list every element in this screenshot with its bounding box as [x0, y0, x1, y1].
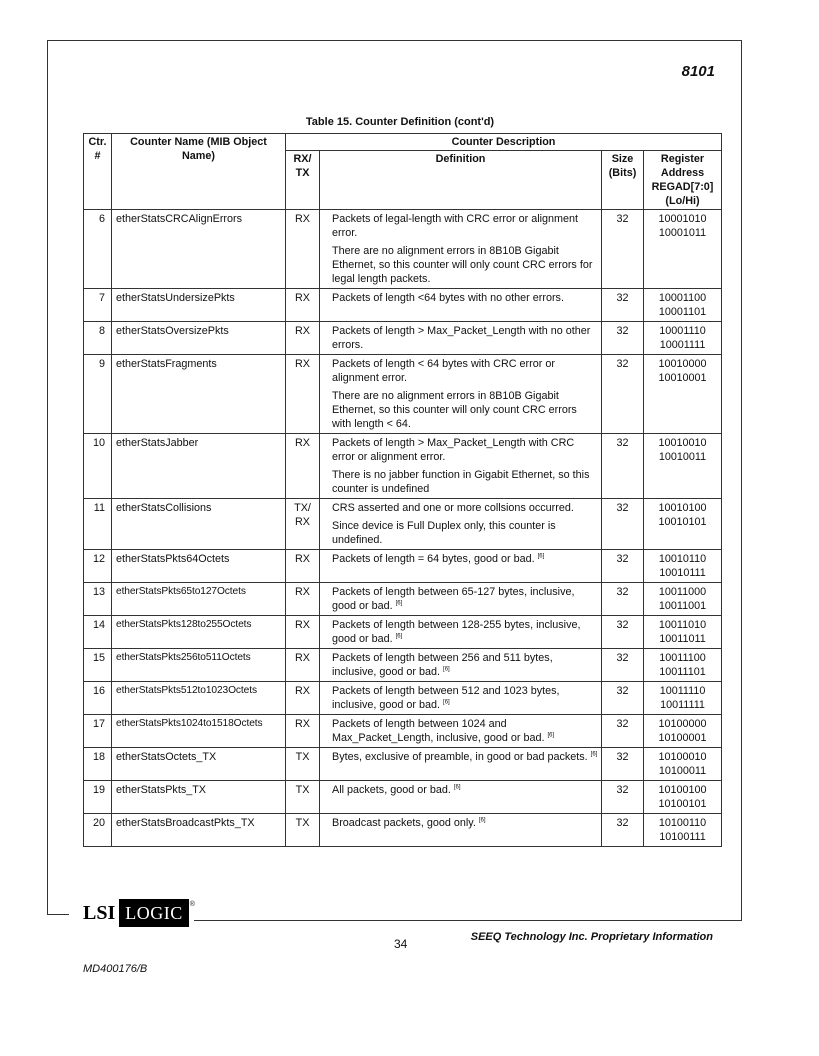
register-hi: 10001111	[659, 339, 706, 351]
counter-name: etherStatsOctets_TX	[112, 748, 286, 781]
table-row	[84, 289, 722, 322]
definition-text: Broadcast packets, good only.	[332, 817, 476, 829]
counter-name: etherStatsPkts128to255Octets	[112, 616, 286, 649]
counter-name: etherStatsCRCAlignErrors	[112, 210, 286, 289]
counter-definition	[320, 649, 602, 682]
table-row	[84, 583, 722, 616]
counter-name: etherStatsPkts512to1023Octets	[112, 682, 286, 715]
size-bits: 32	[602, 499, 644, 550]
footnote-ref: [6]	[590, 751, 598, 758]
table-row	[84, 616, 722, 649]
footer-page-number: 34	[394, 937, 408, 951]
counter-definition	[320, 715, 602, 748]
footnote-ref: [6]	[453, 784, 461, 791]
size-bits: 32	[602, 210, 644, 289]
counter-number: 11	[84, 499, 112, 550]
register-address	[644, 616, 722, 649]
table-row	[84, 434, 722, 499]
counter-definition	[320, 499, 602, 550]
size-bits: 32	[602, 616, 644, 649]
register-lo: 10011010	[658, 619, 707, 631]
counter-number: 18	[84, 748, 112, 781]
register-lo: 10001100	[658, 292, 707, 304]
definition-note: There is no jabber function in Gigabit Ethernet, so this counter is undefined	[332, 469, 590, 495]
register-lo: 10010010	[658, 437, 707, 449]
register-lo: 10001110	[659, 325, 706, 337]
register-address	[644, 499, 722, 550]
counter-definition	[320, 682, 602, 715]
document-id: MD400176/B	[83, 963, 148, 975]
counter-definition	[320, 781, 602, 814]
register-address	[644, 583, 722, 616]
register-lo: 10100100	[658, 784, 707, 796]
definition-text: Packets of length < 64 bytes with CRC error or alignment error.	[332, 358, 555, 384]
definition-text: Packets of length between 512 and 1023 bytes, inclusive, good or bad.	[332, 685, 560, 711]
rx-tx: RX	[286, 649, 320, 682]
table-row	[84, 322, 722, 355]
counter-definition	[320, 434, 602, 499]
table-title: Table 15. Counter Definition (cont'd)	[305, 116, 495, 128]
definition-text: All packets, good or bad.	[332, 784, 451, 796]
counter-definition	[320, 355, 602, 434]
register-hi: 10010101	[658, 516, 707, 528]
size-bits: 32	[602, 289, 644, 322]
page-frame-bottom-left	[47, 914, 69, 915]
register-lo: 10100000	[658, 718, 707, 730]
footnote-ref: [6]	[547, 732, 555, 739]
rx-tx: TX/ RX	[286, 499, 320, 550]
rx-tx: RX	[286, 355, 320, 434]
definition-text: Packets of length between 256 and 511 bytes, inclusive, good or bad.	[332, 652, 553, 678]
table-row	[84, 748, 722, 781]
definition-note: There are no alignment errors in 8B10B Gigabit Ethernet, so this counter will only count CRC errors with length < 64.	[332, 390, 577, 430]
register-address	[644, 289, 722, 322]
counter-number: 7	[84, 289, 112, 322]
register-lo: 10011110	[659, 685, 706, 697]
register-address	[644, 434, 722, 499]
counter-name: etherStatsUndersizePkts	[112, 289, 286, 322]
counter-definition	[320, 210, 602, 289]
register-address	[644, 649, 722, 682]
register-hi: 10011011	[659, 633, 706, 645]
size-bits: 32	[602, 649, 644, 682]
table-row	[84, 355, 722, 434]
counter-number: 10	[84, 434, 112, 499]
register-hi: 10001101	[658, 306, 707, 318]
register-lo: 10100110	[658, 817, 707, 829]
register-hi: 10010011	[658, 451, 707, 463]
counter-number: 6	[84, 210, 112, 289]
register-hi: 10011101	[659, 666, 706, 678]
definition-text: Packets of length = 64 bytes, good or bad.	[332, 553, 535, 565]
register-address	[644, 210, 722, 289]
register-address	[644, 550, 722, 583]
register-lo: 10011100	[659, 652, 706, 664]
size-bits: 32	[602, 715, 644, 748]
counter-definition	[320, 814, 602, 847]
definition-text: CRS asserted and one or more collsions occurred.	[332, 502, 574, 514]
register-address	[644, 781, 722, 814]
header-counter-description: Counter Description	[286, 134, 722, 151]
size-bits: 32	[602, 682, 644, 715]
register-hi: 10001011	[658, 227, 707, 239]
definition-text: Packets of length between 128-255 bytes, inclusive, good or bad.	[332, 619, 581, 645]
definition-text: Packets of length > Max_Packet_Length with no other errors.	[332, 325, 591, 351]
register-hi: 10100111	[659, 831, 706, 843]
register-hi: 10011111	[660, 699, 705, 711]
rx-tx: RX	[286, 322, 320, 355]
table-row	[84, 781, 722, 814]
counter-name: etherStatsJabber	[112, 434, 286, 499]
logo-registered-mark: ®	[189, 901, 195, 908]
table-row	[84, 649, 722, 682]
page-frame-left	[47, 40, 48, 914]
footnote-ref: [6]	[443, 699, 450, 706]
footnote-ref: [6]	[395, 600, 403, 607]
register-address	[644, 355, 722, 434]
register-hi: 10011001	[658, 600, 707, 612]
definition-text: Packets of length between 1024 and Max_Packet_Length, inclusive, good or bad.	[332, 718, 545, 744]
counter-definition	[320, 322, 602, 355]
counter-number: 20	[84, 814, 112, 847]
lsi-logic-logo	[83, 899, 195, 927]
size-bits: 32	[602, 322, 644, 355]
rx-tx: RX	[286, 682, 320, 715]
counter-definition	[320, 748, 602, 781]
size-bits: 32	[602, 583, 644, 616]
register-hi: 10100001	[658, 732, 707, 744]
counter-name: etherStatsCollisions	[112, 499, 286, 550]
counter-definition	[320, 550, 602, 583]
register-hi: 10100011	[658, 765, 707, 777]
counter-name: etherStatsPkts_TX	[112, 781, 286, 814]
definition-text: Packets of legal-length with CRC error or alignment error.	[332, 213, 579, 239]
rx-tx: RX	[286, 550, 320, 583]
register-hi: 10100101	[658, 798, 707, 810]
register-lo: 10010000	[658, 358, 707, 370]
register-address	[644, 748, 722, 781]
header-size: Size (Bits)	[602, 151, 644, 210]
table-row	[84, 499, 722, 550]
counter-name: etherStatsOversizePkts	[112, 322, 286, 355]
register-address	[644, 814, 722, 847]
register-lo: 10001010	[658, 213, 707, 225]
register-lo: 10011000	[658, 586, 707, 598]
counter-number: 9	[84, 355, 112, 434]
size-bits: 32	[602, 748, 644, 781]
table-row	[84, 210, 722, 289]
counter-number: 14	[84, 616, 112, 649]
header-ctr: Ctr. #	[84, 134, 112, 210]
counter-definition	[320, 583, 602, 616]
rx-tx: RX	[286, 210, 320, 289]
table-row	[84, 715, 722, 748]
counter-name: etherStatsPkts1024to1518Octets	[112, 715, 286, 748]
counter-name: etherStatsPkts256to511Octets	[112, 649, 286, 682]
counter-number: 16	[84, 682, 112, 715]
table-row	[84, 550, 722, 583]
page-number-header: 8101	[681, 63, 715, 80]
counter-definition	[320, 289, 602, 322]
counter-number: 17	[84, 715, 112, 748]
header-rxtx: RX/ TX	[286, 151, 320, 210]
register-address	[644, 682, 722, 715]
definition-text: Packets of length <64 bytes with no other errors.	[332, 292, 564, 304]
counter-number: 13	[84, 583, 112, 616]
definition-text: Bytes, exclusive of preamble, in good or bad packets.	[332, 751, 588, 763]
register-address	[644, 322, 722, 355]
footnote-ref: [6]	[395, 633, 403, 640]
page-frame-top	[47, 40, 741, 41]
counter-number: 19	[84, 781, 112, 814]
rx-tx: RX	[286, 583, 320, 616]
rx-tx: RX	[286, 289, 320, 322]
rx-tx: TX	[286, 748, 320, 781]
counter-definition-table	[83, 133, 722, 847]
register-lo: 10010100	[658, 502, 707, 514]
counter-number: 12	[84, 550, 112, 583]
register-hi: 10010001	[658, 372, 707, 384]
counter-number: 8	[84, 322, 112, 355]
definition-text: Packets of length > Max_Packet_Length with CRC error or alignment error.	[332, 437, 575, 463]
header-register: Register Address REGAD[7:0] (Lo/Hi)	[644, 151, 722, 210]
footer-proprietary-notice: SEEQ Technology Inc. Proprietary Information	[470, 931, 713, 943]
counter-name: etherStatsPkts65to127Octets	[112, 583, 286, 616]
definition-note: Since device is Full Duplex only, this counter is undefined.	[332, 520, 556, 546]
rx-tx: TX	[286, 781, 320, 814]
counter-name: etherStatsBroadcastPkts_TX	[112, 814, 286, 847]
size-bits: 32	[602, 355, 644, 434]
counter-name: etherStatsPkts64Octets	[112, 550, 286, 583]
header-counter-name: Counter Name (MIB Object Name)	[112, 134, 286, 210]
register-lo: 10100010	[658, 751, 707, 763]
rx-tx: RX	[286, 715, 320, 748]
register-lo: 10010110	[658, 553, 707, 565]
size-bits: 32	[602, 434, 644, 499]
page-frame-bottom-right	[194, 920, 742, 921]
counter-name: etherStatsFragments	[112, 355, 286, 434]
register-address	[644, 715, 722, 748]
footnote-ref: [6]	[443, 666, 450, 673]
definition-text: Packets of length between 65-127 bytes, inclusive, good or bad.	[332, 586, 575, 612]
size-bits: 32	[602, 814, 644, 847]
page-frame-right	[741, 40, 742, 920]
logo-logic-box: LOGIC	[119, 899, 189, 927]
table-row	[84, 682, 722, 715]
table-row	[84, 814, 722, 847]
rx-tx: TX	[286, 814, 320, 847]
size-bits: 32	[602, 550, 644, 583]
size-bits: 32	[602, 781, 644, 814]
logo-lsi-text: LSI	[83, 902, 116, 924]
rx-tx: RX	[286, 616, 320, 649]
counter-number: 15	[84, 649, 112, 682]
counter-definition	[320, 616, 602, 649]
footnote-ref: [6]	[478, 817, 486, 824]
register-hi: 10010111	[659, 567, 706, 579]
rx-tx: RX	[286, 434, 320, 499]
footnote-ref: [6]	[537, 553, 545, 560]
definition-note: There are no alignment errors in 8B10B Gigabit Ethernet, so this counter will only count CRC errors for legal length packets.	[332, 245, 593, 285]
header-definition: Definition	[320, 151, 602, 210]
